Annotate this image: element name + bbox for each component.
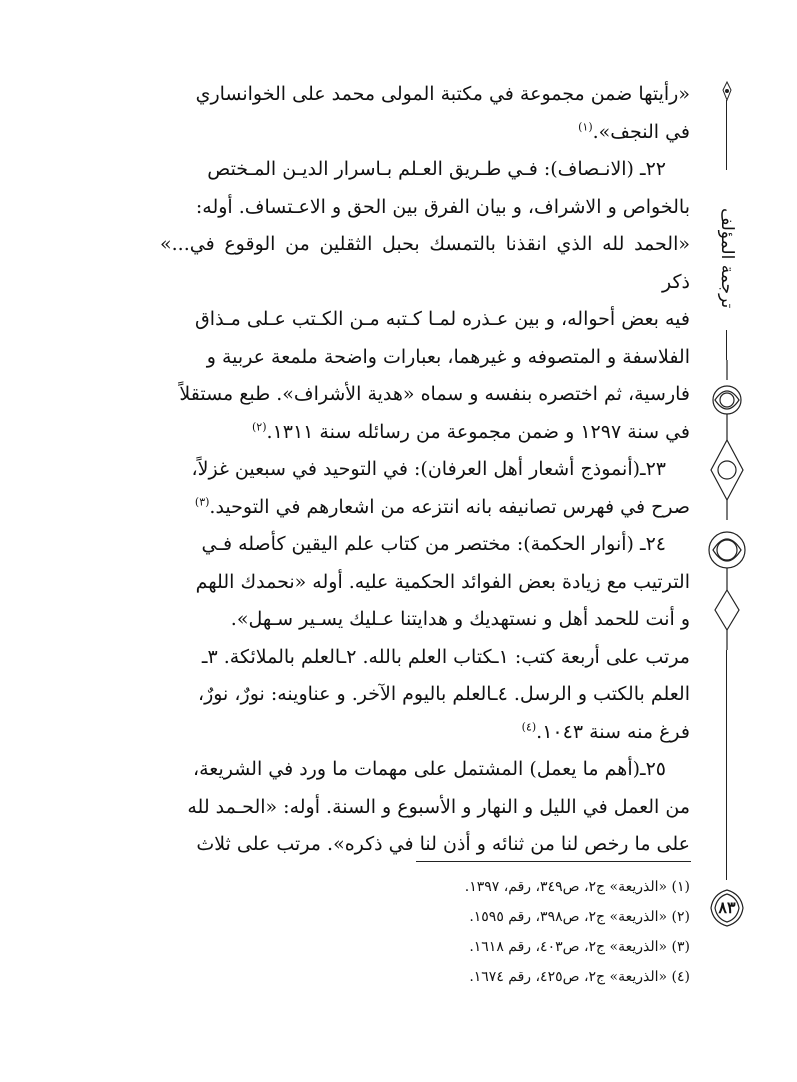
text-line: ٢٥ـ(أهم ما يعمل) المشتمل على مهمات ما ورد في الشريعة، [192, 758, 666, 780]
footnote-item: (٤) «الذريعة» ج٢، ص٤٢٥، رقم ١٦٧٤. [469, 969, 690, 985]
text-line: من العمل في الليل و النهار و الأسبوع و السنة. أوله: «الحـمد لله [187, 795, 690, 818]
footnote-ref: (٢) [252, 420, 267, 434]
text-line: على ما رخص لنا من ثنائه و أذن لنا في ذكره». مرتب على ثلاث [196, 833, 690, 855]
main-text [160, 76, 690, 864]
text-line: الفلاسفة و المتصوفه و غيرهما، بعبارات واضحة ملمعة عربية و [206, 345, 690, 368]
floral-medallion-icon [707, 360, 747, 650]
text-line: في النجف».$^{(١)}$ [578, 120, 690, 143]
text-line: الترتيب مع زيادة بعض الفوائد الحكمية عليه. أوله «نحمدك اللهم [195, 570, 690, 593]
footnote-ref: (٣) [194, 495, 210, 509]
text-line: فرغ منه سنة ١٠٤٣.$^{(٤)}$ [521, 720, 690, 743]
text-line: «الحمد لله الذي انقذنا بالتمسك بحبل الثقلين من الوقوع في...» ذكر [160, 233, 690, 293]
footnotes [300, 872, 690, 992]
text-line: ٢٤ـ (أنوار الحكمة): مختصر من كتاب علم اليقين كأصله فـي [201, 533, 666, 555]
text-line: صرح في فهرس تصانيفه بانه انتزعه من اشعارهم في التوحيد.$^{(٣)}$ [194, 495, 690, 518]
text-line: مرتب على أربعة كتب: ١ـكتاب العلم بالله. ٢ـالعلم بالملائكة. ٣ـ [201, 645, 690, 668]
text-line: ٢٢ـ (الانـصاف): فـي طـريق العـلم بـاسرار الديـن المـختص [207, 158, 666, 180]
floral-finial-icon [707, 80, 747, 104]
footnote-item: (٣) «الذريعة» ج٢، ص٤٠٣، رقم ١٦١٨. [469, 939, 690, 955]
text-line: و أنت للحمد أهل و نستهديك و هدايتنا عـليك يسـير سـهل». [230, 608, 690, 630]
text-line: ٢٣ـ(أنموذج أشعار أهل العرفان): في التوحيد في سبعين غزلاً، [191, 458, 666, 480]
page-number-frame [707, 888, 747, 928]
ornament-line-mid [726, 330, 727, 360]
text-line: فيه بعض أحواله، و بين عـذره لمـا كـتبه مـن الكـتب عـلى مـذاق [195, 308, 690, 330]
text-line: في سنة ١٢٩٧ و ضمن مجموعة من رسائله سنة ١٣١١.$^{(٢)}$ [252, 420, 690, 443]
footnote-divider [416, 861, 691, 862]
footnote-item: (١) «الذريعة» ج٢، ص٣٤٩، رقم، ١٣٩٧. [464, 879, 690, 895]
footnote-item: (٢) «الذريعة» ج٢، ص٣٩٨، رقم ١٥٩٥. [469, 909, 690, 925]
text-line: بالخواص و الاشراف، و بيان الفرق بين الحق و الاعـتساف. أوله: [195, 195, 690, 218]
text-line: العلم بالكتب و الرسل. ٤ـالعلم باليوم الآخر. و عناوينه: نورٌ، نورٌ، [197, 683, 690, 705]
margin-ornament-column [707, 80, 747, 980]
running-head: ترجمة المؤلف [717, 207, 737, 309]
ornament-line-bottom [726, 650, 727, 880]
text-line: فارسية، ثم اختصره بنفسه و سماه «هدية الأشراف». طبع مستقلاً [179, 383, 690, 405]
page-number: ٨٣ [718, 898, 736, 917]
footnote-ref: (١) [578, 120, 593, 134]
ornament-line-top [726, 100, 727, 170]
footnote-ref: (٤) [521, 720, 537, 734]
text-line: «رأيتها ضمن مجموعة في مكتبة المولى محمد على الخوانساري [195, 83, 690, 105]
